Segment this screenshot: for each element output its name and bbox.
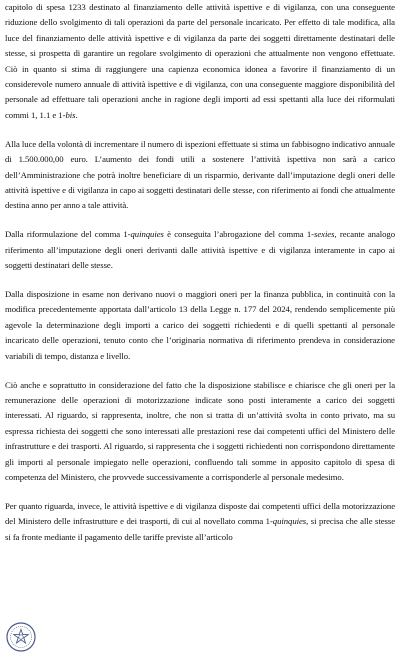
italic-term: sexies — [314, 229, 335, 240]
paragraph — [5, 499, 395, 545]
paragraph-text: , si precisa che alle stesse si fa fronte mediante il pagamento delle tariffe previste all’articolo — [5, 516, 396, 542]
paragraph — [5, 137, 395, 214]
italic-term: bis — [65, 109, 76, 120]
italic-term: quinquies — [130, 229, 164, 240]
paragraph-text: è conseguita l’abrogazione del comma 1- — [163, 229, 314, 240]
paragraph — [5, 287, 395, 364]
italic-term: quinquies — [272, 516, 307, 527]
paragraph — [5, 227, 395, 273]
paragraph-text: Alla luce della volontà di incrementare il numero di ispezioni effettuate si stima un fabbisogno indicativo annuale di 1.500.000,00 euro. L’aumento dei fondi utili a sostenere l’attività ispettiva non sarà a carico dell’Amministrazione che potrà inoltre beneficiare di un risparmio, derivante dall’imputazione degli oneri delle attività ispettive e di vigilanza in capo ai soggetti destinatari delle stesse, con riferimento ai fondi che attualmente destina anno per anno a tale attività. — [5, 138, 395, 211]
document-body — [5, 0, 395, 559]
paragraph-text: . — [75, 109, 78, 120]
paragraph — [5, 0, 395, 123]
paragraph-text: Ciò anche e soprattutto in considerazione del fatto che la disposizione stabilisce e chiarisce che gli oneri per la remunerazione delle operazioni di motorizzazione indicate sono posti interamente a carico dei soggetti interessati. Al riguardo, si rappresenta, inoltre, che non si tratta di un’attività svolta in conto privato, ma su espressa richiesta dei soggetti che sono interessati alle prestazioni rese dai competenti uffici del Ministero delle infrastrutture e dei trasporti. Al riguardo, si rappresenta che i soggetti richiedenti non corrispondono direttamente gli importi al personale impiegato nelle operazioni, confluendo tali somme in apposito capitolo di spesa di competenza del Ministero, che provvede successivamente a corrisponderle al personale medesimo. — [5, 379, 395, 482]
paragraph-text: Dalla disposizione in esame non derivano nuovi o maggiori oneri per la finanza pubblica, in continuità con la modifica precedentemente apportata dall’articolo 13 della Legge n. 177 del 2024, rendendo semplicemente più agevole la determinazione degli importi a carico dei soggetti richiedenti e di quelli spettanti al personale incaricato delle operazioni, tenuto conto che l’originaria normativa di riferimento prendeva in considerazione variabili di tempo, distanza e livello. — [5, 289, 395, 361]
state-emblem-seal-icon — [6, 622, 36, 652]
paragraph-text: Dalla riformulazione del comma 1- — [5, 229, 131, 240]
paragraph-text: Per quanto riguarda, invece, le attività ispettive e di vigilanza disposte dai competenti uffici della motorizzazione del Ministero delle infrastrutture e dei trasporti, di cui al novellato comma 1- — [5, 500, 395, 527]
paragraph — [5, 378, 395, 486]
paragraph-text: , recante analogo riferimento all’imputazione degli oneri derivanti dalle attività ispettive e di vigilanza interamente in capo ai soggetti destinatari delle stesse. — [5, 229, 395, 271]
paragraph-text: capitolo di spesa 1233 destinato al finanziamento delle attività ispettive e di vigilanza, con una conseguente riduzione dello svolgimento di tali operazioni da parte del personale incaricato. Per effetto di tale modifica, alla luce del finanziamento delle attività ispettive e di vigilanza da parte dei soggetti direttamente destinatari delle stesse, si prospetta di garantire un regolare svolgimento di operazioni che attualmente non vengono effettuate. Ciò in quanto si stima di raggiungere una capienza economica idonea a favorire il finanziamento di un considerevole numero annuale di attività ispettive e di vigilanza, con una conseguente maggiore disponibilità del personale ad effettuare tali operazioni anche in ragione degli importi ad essi spettanti alla luce dei riformulati commi 1, 1.1 e 1- — [5, 2, 395, 120]
